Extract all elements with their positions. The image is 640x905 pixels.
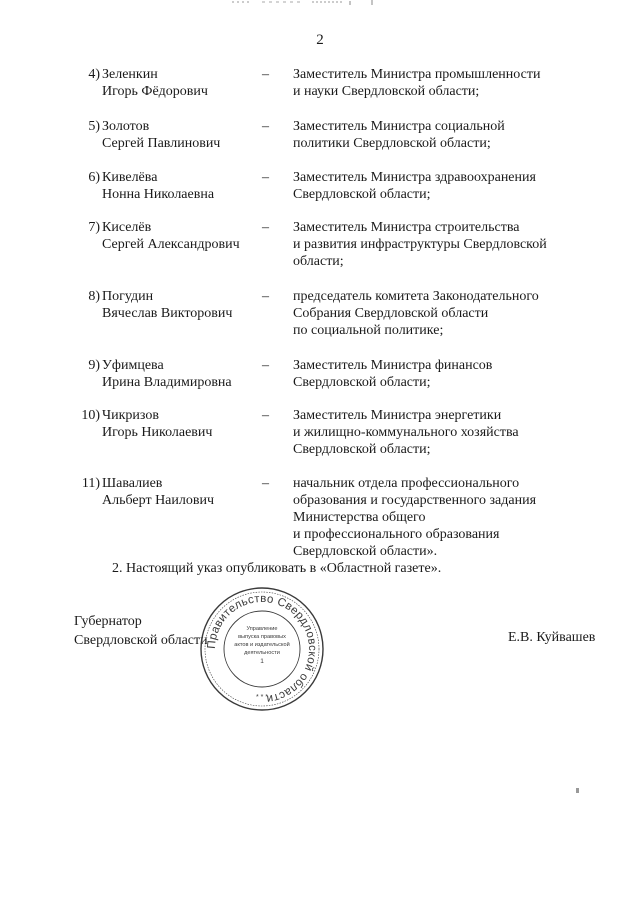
dash: – <box>262 289 269 304</box>
person-name: Киселёв Сергей Александрович <box>102 220 240 252</box>
person-position: Заместитель Министра промышленности и науки Свердловской области; <box>293 67 541 99</box>
person-name: Уфимцева Ирина Владимировна <box>102 358 232 390</box>
item-number: 9) <box>88 358 100 373</box>
dash: – <box>262 476 269 491</box>
person-name: Чикризов Игорь Николаевич <box>102 408 213 440</box>
person-position: Заместитель Министра энергетики и жилищно-коммунального хозяйства Свердловской области; <box>293 408 519 457</box>
signer-name: Е.В. Куйвашев <box>508 630 596 645</box>
dash: – <box>262 358 269 373</box>
person-name: Зеленкин Игорь Фёдорович <box>102 67 208 99</box>
page-number: 2 <box>316 32 324 48</box>
seal-ring-text: Правительство Свердловской области <box>205 592 319 705</box>
person-name: Кивелёва Нонна Николаевна <box>102 170 215 202</box>
person-position: начальник отдела профессионального образования и государственного задания Министерства общего и профессионального образования Свердловской области». <box>293 476 537 559</box>
scan-artifact <box>232 0 382 6</box>
item-number: 11) <box>81 476 100 491</box>
svg-text:Правительство Свердловской обл <box>206 593 318 705</box>
person-position: председатель комитета Законодательного Собрания Свердловской области по социальной политике; <box>293 289 539 338</box>
seal-stars: * * * <box>255 694 269 701</box>
seal-center-line: актов и издательской <box>234 642 290 648</box>
official-seal <box>199 586 325 712</box>
dash: – <box>262 67 269 82</box>
seal-center-line: выпуска правовых <box>238 634 286 640</box>
person-position: Заместитель Министра финансов Свердловской области; <box>293 358 493 390</box>
person-position: Заместитель Министра социальной политики Свердловской области; <box>293 119 505 151</box>
item-number: 10) <box>81 408 100 423</box>
person-position: Заместитель Министра строительства и развития инфраструктуры Свердловской области; <box>293 220 547 269</box>
person-name: Погудин Вячеслав Викторович <box>102 289 233 321</box>
item-number: 6) <box>88 170 100 185</box>
person-position: Заместитель Министра здравоохранения Свердловской области; <box>293 170 536 202</box>
item-number: 4) <box>88 67 100 82</box>
dash: – <box>262 220 269 235</box>
dash: – <box>262 408 269 423</box>
scan-artifact <box>576 788 579 793</box>
item-number: 5) <box>88 119 100 134</box>
person-name: Шавалиев Альберт Наилович <box>102 476 215 508</box>
item-number: 8) <box>88 289 100 304</box>
seal-center-number: 1 <box>260 658 264 665</box>
item-number: 7) <box>88 220 100 235</box>
dash: – <box>262 119 269 134</box>
dash: – <box>262 170 269 185</box>
person-name: Золотов Сергей Павлинович <box>102 119 221 151</box>
seal-center-line: Управление <box>246 626 278 632</box>
closing-paragraph: 2. Настоящий указ опубликовать в «Областной газете». <box>112 561 442 576</box>
seal-center-line: деятельности <box>244 650 280 656</box>
signer-title: Губернатор Свердловской области <box>74 614 208 648</box>
